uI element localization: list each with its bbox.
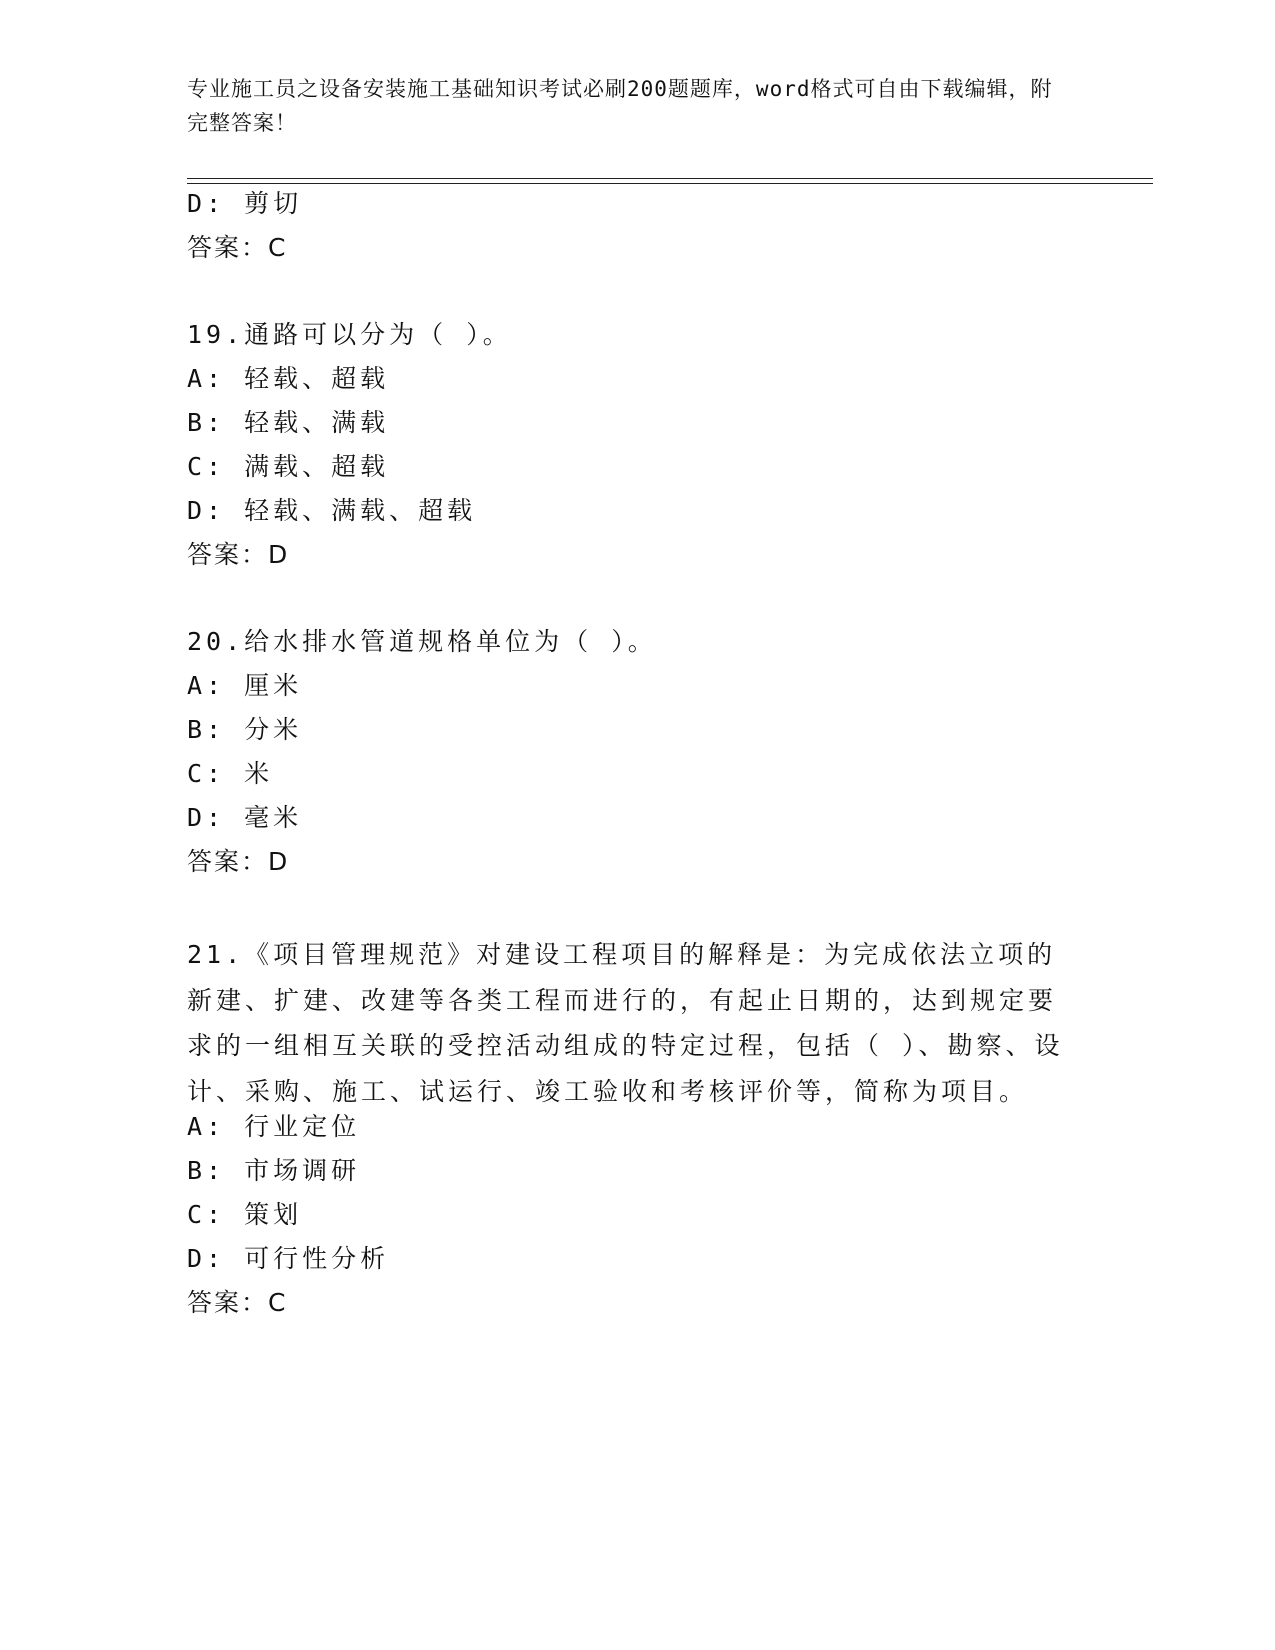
q20-answer: 答案：D [187,847,290,876]
header-divider-top [187,178,1153,179]
q20-option-a: A: 厘米 [187,671,303,700]
prev-answer: 答案：C [187,233,288,262]
q20-option-b: B: 分米 [187,715,303,744]
q20-option-d: D: 毫米 [187,803,303,832]
q19-question: 19.通路可以分为（ ）。 [187,320,512,349]
q21-answer: 答案：C [187,1288,288,1317]
q20-option-c: C: 米 [187,759,274,788]
q19-option-b: B: 轻载、满载 [187,408,390,437]
q21-question: 21.《项目管理规范》对建设工程项目的解释是：为完成依法立项的新建、扩建、改建等各类工程而进行的，有起止日期的，达到规定要求的一组相互关联的受控活动组成的特定过程，包括（ ）、勘察、设计、采购、施工、试运行、竣工验收和考核评价等，简称为项目。 [187,940,1064,1106]
q20-question: 20.给水排水管道规格单位为（ ）。 [187,627,657,656]
prev-option-d: D: 剪切 [187,189,303,218]
q21-option-b: B: 市场调研 [187,1156,361,1185]
q21-option-d: D: 可行性分析 [187,1244,390,1273]
q19-option-c: C: 满载、超载 [187,452,390,481]
q21-option-a: A: 行业定位 [187,1112,361,1141]
document-header-title: 专业施工员之设备安装施工基础知识考试必刷200题题库，word格式可自由下载编辑，附完整答案！ [187,77,1053,135]
q19-option-a: A: 轻载、超载 [187,364,390,393]
q21-option-c: C: 策划 [187,1200,303,1229]
q19-answer: 答案：D [187,540,290,569]
q19-option-d: D: 轻载、满载、超载 [187,496,477,525]
header-divider-bottom [187,183,1153,184]
